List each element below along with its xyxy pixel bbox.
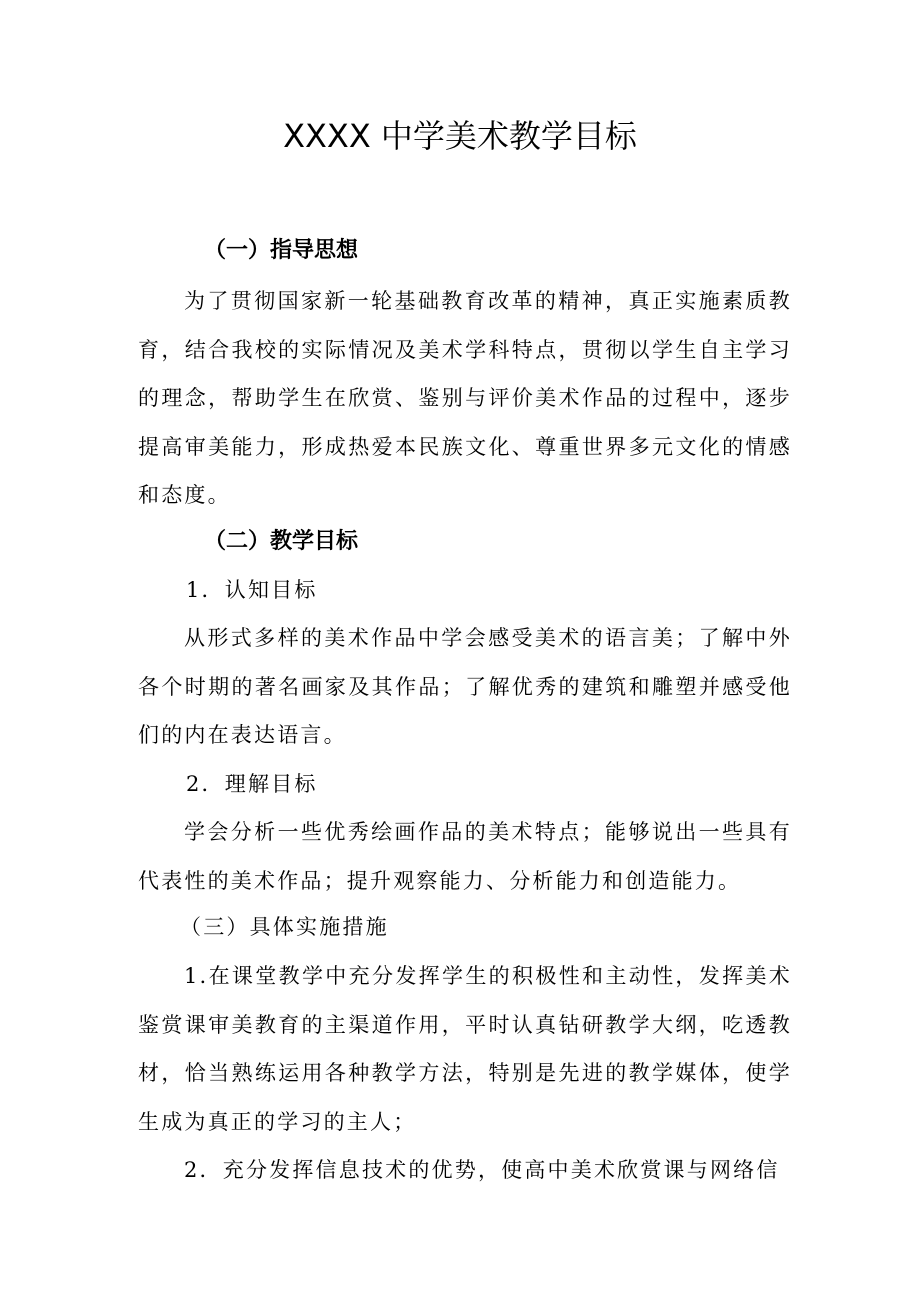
section-heading-implementation: （三）具体实施措施 <box>180 915 389 939</box>
paragraph-cognitive-goal: 从形式多样的美术作品中学会感受美术的语言美；了解中外各个时期的著名画家及其作品；了解优秀的建筑和雕塑并感受他们的内在表达语言。 <box>138 626 792 747</box>
paragraph-implementation-1: 1.在课堂教学中充分发挥学生的积极性和主动性，发挥美术鉴赏课审美教育的主渠道作用，平时认真钻研教学大纲，吃透教材，恰当熟练运用各种教学方法，特别是先进的教学媒体，使学生成为真正的学习的主人； <box>138 964 792 1134</box>
document-title: XXXX 中学美术教学目标 <box>283 117 637 155</box>
paragraph-guiding-ideology: 为了贯彻国家新一轮基础教育改革的精神，真正实施素质教育，结合我校的实际情况及美术学科特点，贯彻以学生自主学习的理念，帮助学生在欣赏、鉴别与评价美术作品的过程中，逐步提高审美能力，形成热爱本民族文化、尊重世界多元文化的情感和态度。 <box>138 289 792 507</box>
section-heading-guiding-ideology: （一）指导思想 <box>204 238 359 263</box>
paragraph-implementation-2: 2．充分发挥信息技术的优势，使高中美术欣赏课与网络信 <box>184 1158 780 1182</box>
paragraph-understanding-goal: 学会分析一些优秀绘画作品的美术特点；能够说出一些具有代表性的美术作品；提升观察能力、分析能力和创造能力。 <box>138 820 792 893</box>
subheading-cognitive-goal: 1．认知目标 <box>186 578 318 602</box>
section-heading-teaching-goals: （二）教学目标 <box>204 529 359 554</box>
subheading-understanding-goal: 2．理解目标 <box>186 772 318 796</box>
